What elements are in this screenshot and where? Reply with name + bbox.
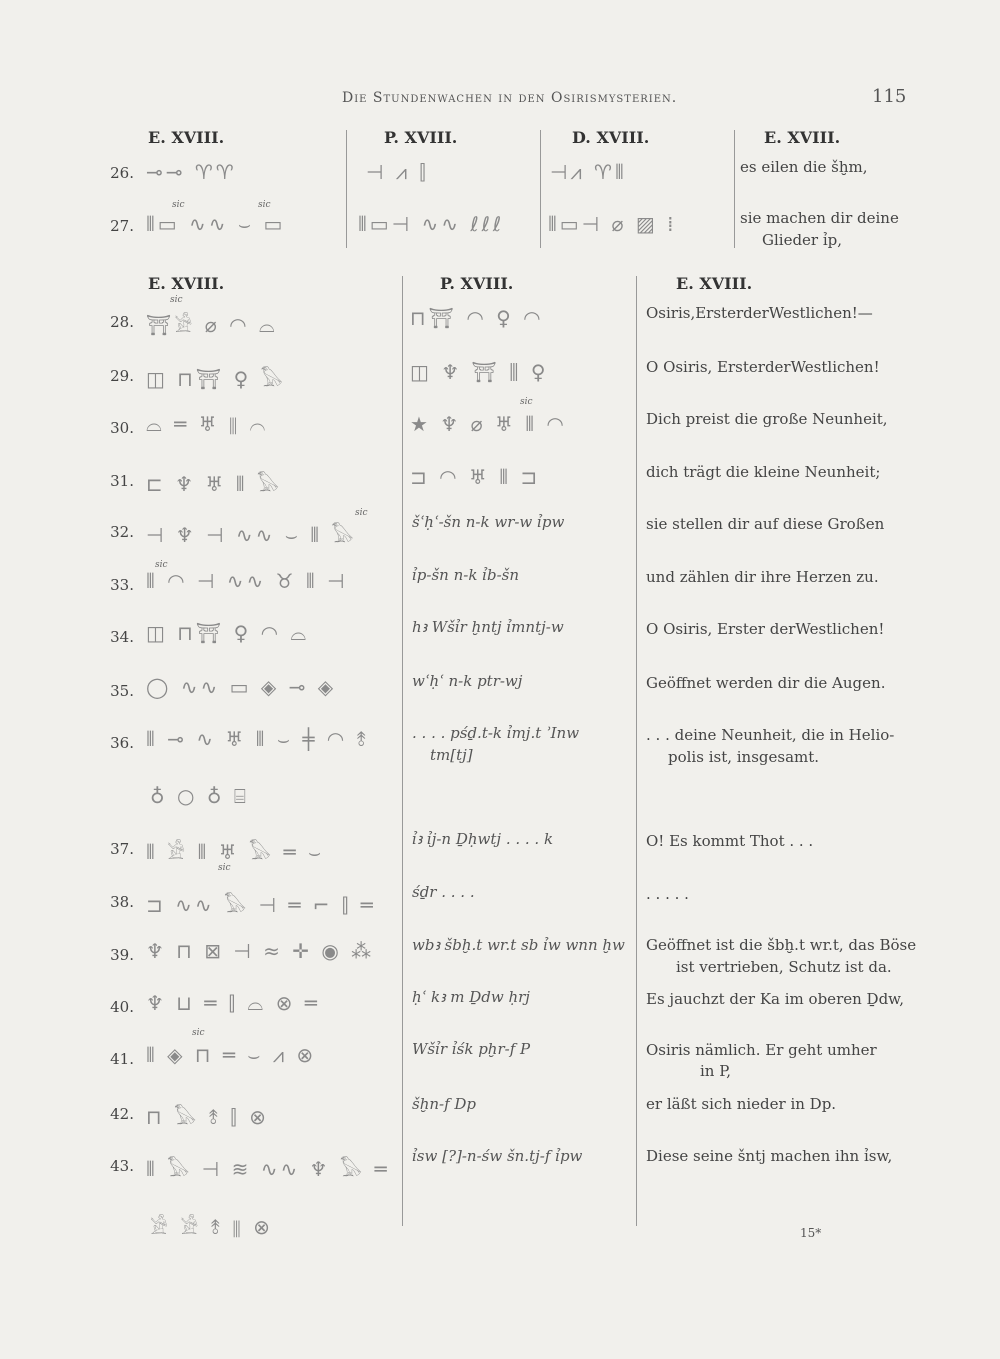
line-number: 40. <box>110 998 134 1016</box>
sic-note: sic <box>218 863 231 873</box>
line-number: 43. <box>110 1157 134 1175</box>
hieroglyph-group: ◫ ♆ ⛩ ⫼ ♀ <box>410 360 549 384</box>
translation-text: . . . . . <box>646 885 689 903</box>
hieroglyph-group: ⊓⛩ ◠ ♀ ◠ <box>410 306 544 330</box>
transliteration-text: šḫn-f Dp <box>412 1095 477 1113</box>
line-number: 35. <box>110 682 134 700</box>
top-col-translation-heading: E. XVIII. <box>764 128 841 147</box>
line-number: 42. <box>110 1105 134 1123</box>
hieroglyph-group: ⊣ ⩘ ⫿ <box>366 160 429 184</box>
transliteration-text: ỉp-šn n-k ỉb-šn <box>412 566 520 584</box>
top-col-p-heading: P. XVIII. <box>384 128 458 147</box>
translation-text: ist vertrieben, Schutz ist da. <box>676 958 892 976</box>
translation-text: polis ist, insgesamt. <box>668 748 820 766</box>
translation-text: dich trägt die kleine Neunheit; <box>646 463 881 481</box>
main-col-p-heading: P. XVIII. <box>440 274 514 293</box>
transliteration-text: tm[tj] <box>430 746 473 764</box>
translation-text: sie stellen dir auf diese Großen <box>646 515 885 533</box>
hieroglyph-group: ⦀ ⊸ ∿ ♅ ⦀ ⌣ ╪ ◠ ⥉ <box>146 727 369 751</box>
line-number: 26. <box>110 164 134 182</box>
column-divider <box>346 130 347 248</box>
translation-text: . . . deine Neunheit, die in Helio- <box>646 726 895 744</box>
line-number: 41. <box>110 1050 134 1068</box>
column-divider <box>540 130 541 248</box>
line-number: 27. <box>110 217 134 235</box>
transliteration-text: Wšỉr ỉśk pḫr-f P <box>412 1040 531 1058</box>
hieroglyph-group: ⌓ ═ ♅ ⦀ ⌒ <box>146 412 269 436</box>
main-col-e-heading: E. XVIII. <box>148 274 225 293</box>
transliteration-text: wbꜣ šbḫ.t wr.t sb ỉw wnn ḫw <box>412 936 625 954</box>
transliteration-text: śḏr . . . . <box>412 883 475 901</box>
hieroglyph-group: ⛩𓀀 ⌀ ◠ ⌓ <box>146 313 278 337</box>
transliteration-text: wʿḥʿ n-k ptr-wj <box>412 672 523 690</box>
page-number: 115 <box>872 86 907 107</box>
hieroglyph-group: ◫ ⊓⛩ ♀ ◠ ⌓ <box>146 621 310 645</box>
translation-text: Osiris nämlich. Er geht umher <box>646 1041 877 1059</box>
transliteration-text: ḥʿ kꜣ m Ḏdw ḥrj <box>412 988 530 1006</box>
transliteration-text: . . . . pśḏ.t-k ỉmj.t ʾInw <box>412 724 580 742</box>
line-number: 37. <box>110 840 134 858</box>
hieroglyph-group: ⊸⊸ ♈♈ <box>146 160 237 184</box>
hieroglyph-group: ⦀ ◠ ⊣ ∿∿ ♉ ⦀ ⊣ <box>146 569 348 593</box>
translation-text: Glieder ỉp, <box>762 231 843 249</box>
hieroglyph-group: ⊏ ♆ ♅ ⦀ 𓅃 <box>146 472 283 496</box>
sic-note: sic <box>172 200 185 210</box>
hieroglyph-group: ⦀ ◈ ⊓ ═ ⌣ ⩘ ⊗ <box>146 1043 317 1067</box>
signature-mark: 15* <box>800 1226 822 1240</box>
translation-text: und zählen dir ihre Herzen zu. <box>646 568 879 586</box>
hieroglyph-group: ⊓ 𓅃 ⥉ ⫿ ⊗ <box>146 1105 269 1129</box>
translation-text: in P, <box>700 1062 732 1080</box>
transliteration-text: hꜣ Wšỉr ḫntj ỉmntj-w <box>412 618 564 636</box>
transliteration-text: ỉsw [?]-n-św šn.tj-f ỉpw <box>412 1147 583 1165</box>
translation-text: Dich preist die große Neunheit, <box>646 410 888 428</box>
main-col-translation-heading: E. XVIII. <box>676 274 753 293</box>
translation-text: Geöffnet werden dir die Augen. <box>646 674 886 692</box>
translation-text: sie machen dir deine <box>740 209 899 227</box>
hieroglyph-group: ⦀▭⊣ ⌀ ▨ ⁞ <box>548 212 677 236</box>
hieroglyph-group: ⦀▭ ∿∿ ⌣ ▭ <box>146 212 286 236</box>
sic-note: sic <box>170 295 183 305</box>
hieroglyph-group: ⊣ ♆ ⊣ ∿∿ ⌣ ⦀ 𓅃 <box>146 523 357 547</box>
translation-text: es eilen die šḫm, <box>740 158 868 176</box>
hieroglyph-group: ♁ ○ ♁ ⌸ <box>150 784 249 808</box>
top-col-d-heading: D. XVIII. <box>572 128 650 147</box>
hieroglyph-group: ⦀ 𓀀 ⦀ ♅ 𓅃 ═ ⌣ <box>146 840 325 864</box>
sic-note: sic <box>520 397 533 407</box>
column-divider <box>402 276 403 1226</box>
line-number: 29. <box>110 367 134 385</box>
column-divider <box>636 276 637 1226</box>
hieroglyph-group: ⦀ 𓅃 ⊣ ≋ ∿∿ ♆ 𓅃 ═ <box>146 1157 390 1181</box>
hieroglyph-group: ◫ ⊓⛩ ♀ 𓅃 <box>146 367 286 391</box>
hieroglyph-group: ♆ ⊓ ⊠ ⊣ ≈ ✛ ◉ ⁂ <box>146 939 375 963</box>
transliteration-text: šʿḥʿ-šn n-k wr-w ỉpw <box>412 513 565 531</box>
line-number: 30. <box>110 419 134 437</box>
transliteration-text: ỉꜣ ỉj-n Ḏḥwtj . . . . k <box>412 830 554 848</box>
hieroglyph-group: ⊐ ◠ ♅ ⦀ ⊐ <box>410 465 541 489</box>
translation-text: Es jauchzt der Ka im oberen Ḏdw, <box>646 990 904 1008</box>
running-title: Die Stundenwachen in den Osirismysterien. <box>342 90 678 106</box>
sic-note: sic <box>155 560 168 570</box>
line-number: 28. <box>110 313 134 331</box>
sic-note: sic <box>355 508 368 518</box>
hieroglyph-group: ★ ♆ ⌀ ♅ ⦀ ◠ <box>410 412 567 436</box>
translation-text: Osiris,ErsterderWestlichen!— <box>646 304 873 322</box>
translation-text: O! Es kommt Thot . . . <box>646 832 814 850</box>
translation-text: O Osiris, Erster derWestlichen! <box>646 620 885 638</box>
hieroglyph-group: ♆ ⊔ ═ ⫿ ⌓ ⊗ ═ <box>146 991 320 1015</box>
top-col-e-heading: E. XVIII. <box>148 128 225 147</box>
translation-text: O Osiris, ErsterderWestlichen! <box>646 358 880 376</box>
column-divider <box>734 130 735 248</box>
line-number: 32. <box>110 523 134 541</box>
line-number: 33. <box>110 576 134 594</box>
sic-note: sic <box>192 1028 205 1038</box>
hieroglyph-group: ⦀▭⊣ ∿∿ ℓℓℓ <box>358 212 505 236</box>
hieroglyph-group: 𓀀 𓀀 ⥉ ⦀ ⊗ <box>150 1215 273 1239</box>
line-number: 38. <box>110 893 134 911</box>
translation-text: er läßt sich nieder in Dp. <box>646 1095 837 1113</box>
line-number: 36. <box>110 734 134 752</box>
hieroglyph-group: ⊐ ∿∿ 𓅃 ⊣ ═ ⌐ ⫿ ═ <box>146 893 376 917</box>
line-number: 31. <box>110 472 134 490</box>
hieroglyph-group: ⊣⩘ ♈⦀ <box>550 160 627 184</box>
translation-text: Geöffnet ist die šbḫ.t wr.t, das Böse <box>646 936 917 954</box>
line-number: 34. <box>110 628 134 646</box>
sic-note: sic <box>258 200 271 210</box>
translation-text: Diese seine šntj machen ihn ỉsw, <box>646 1147 893 1165</box>
line-number: 39. <box>110 946 134 964</box>
hieroglyph-group: ◯ ∿∿ ▭ ◈ ⊸ ◈ <box>146 675 337 699</box>
